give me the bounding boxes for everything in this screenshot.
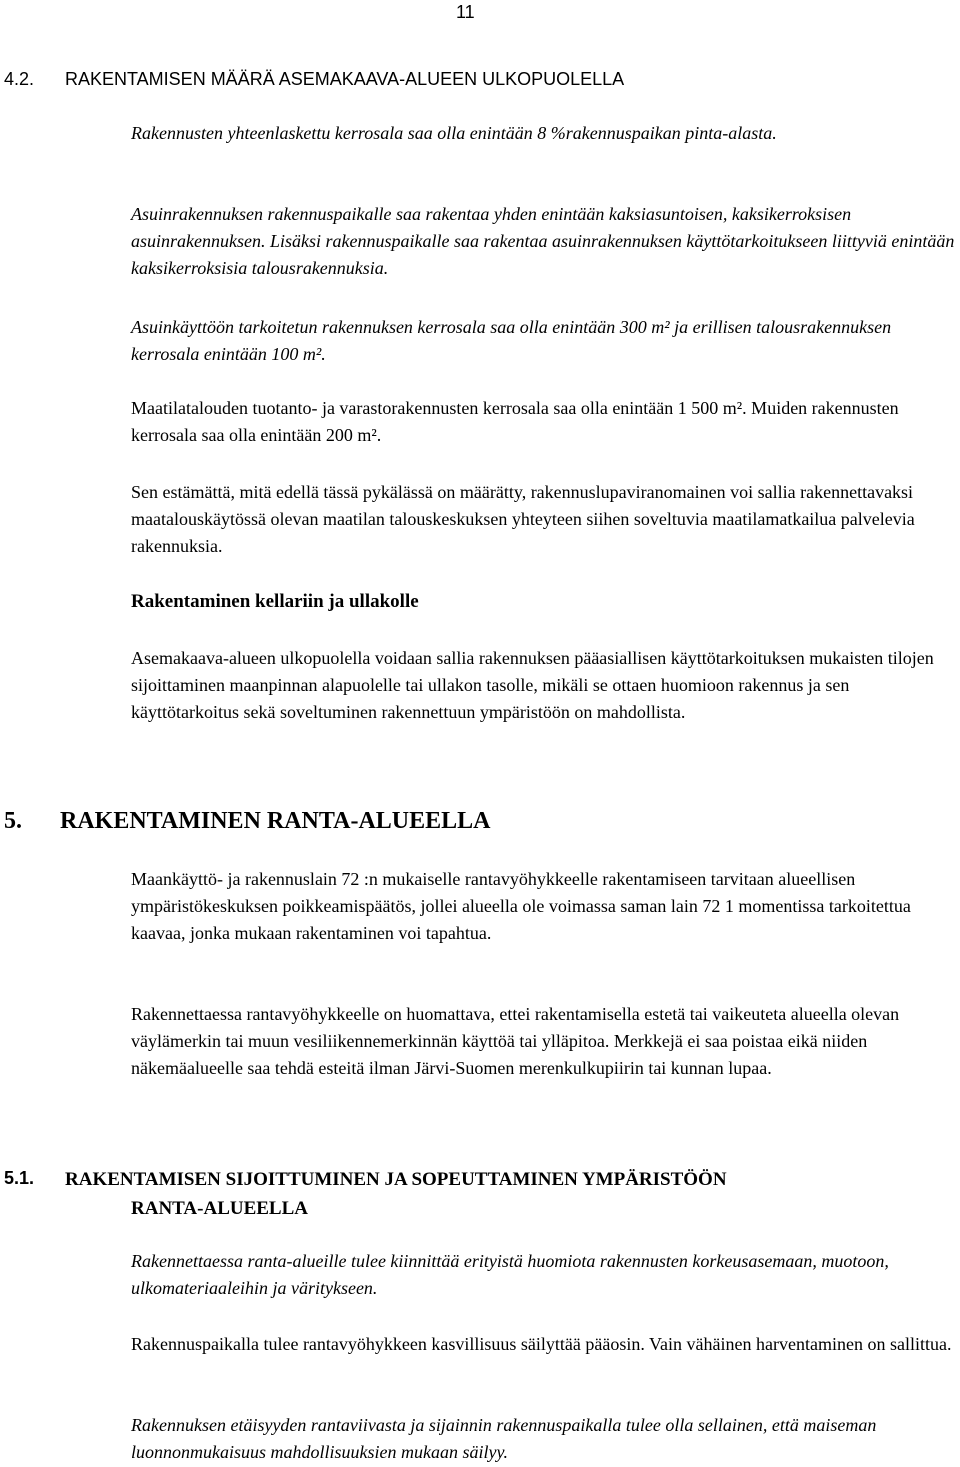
paragraph: Rakennettaessa rantavyöhykkeelle on huomattava, ettei rakentamisella estetä tai vaikeuteta alueella olevan väylämerkin tai muun vesiliikennemerkinnän käyttöä tai ylläpitoa. Merkkejä ei saa poistaa eikä niiden näkemäalueelle saa tehdä esteitä ilman Järvi-Suomen merenkulkupiirin tai kunnan lupaa. xyxy=(131,1004,900,1078)
section-51-title-line2: RANTA-ALUEELLA xyxy=(131,1198,309,1219)
paragraph: Sen estämättä, mitä edellä tässä pykälässä on määrätty, rakennuslupaviranomainen voi sallia rakennettavaksi maatalouskäytössä olevan maatilan talouskeskuksen yhteyteen siihen soveltuvia maatilamatkailua palvelevia rakennuksia. xyxy=(131,482,915,556)
page-number: 11 xyxy=(456,2,475,22)
paragraph: Rakennuksen etäisyyden rantaviivasta ja sijainnin rakennuspaikalla tulee olla sellainen, että maiseman luonnonmukaisuus mahdollisuuksien mukaan säilyy. xyxy=(131,1415,877,1462)
paragraph: Rakennusten yhteenlaskettu kerrosala saa olla enintään 8 %rakennuspaikan pinta-alasta. xyxy=(131,123,777,143)
paragraph: Maatilatalouden tuotanto- ja varastorakennusten kerrosala saa olla enintään 1 500 m². Muiden rakennusten kerrosala saa olla enintään 200 m². xyxy=(131,398,899,445)
section-51-title-line1: RAKENTAMISEN SIJOITTUMINEN JA SOPEUTTAMINEN YMPÄRISTÖÖN xyxy=(65,1169,727,1190)
paragraph: Maankäyttö- ja rakennuslain 72 :n mukaiselle rantavyöhykkeelle rakentamiseen tarvitaan alueellisen ympäristökeskuksen poikkeamispäätös, jollei alueella ole voimassa saman lain 72 1 momentissa tarkoitettua kaavaa, jonka mukaan rakentaminen voi tapahtua. xyxy=(131,869,911,943)
section-42-number: 4.2. xyxy=(4,69,35,89)
section-5-number: 5. xyxy=(4,808,22,834)
subheading: Rakentaminen kellariin ja ullakolle xyxy=(131,591,419,612)
paragraph: Asuinrakennuksen rakennuspaikalle saa rakentaa yhden enintään kaksiasuntoisen, kaksikerroksisen asuinrakennuksen. Lisäksi rakennuspaikalle saa rakentaa asuinrakennuksen käyttötarkoitukseen liittyviä enintään kaksikerroksisia talousrakennuksia. xyxy=(131,204,955,278)
paragraph: Rakennuspaikalla tulee rantavyöhykkeen kasvillisuus säilyttää pääosin. Vain vähäinen harventaminen on sallittua. xyxy=(131,1334,952,1354)
paragraph: Asuinkäyttöön tarkoitetun rakennuksen kerrosala saa olla enintään 300 m² ja erillisen talousrakennuksen kerrosala enintään 100 m². xyxy=(131,317,892,364)
section-42-title: RAKENTAMISEN MÄÄRÄ ASEMAKAAVA-ALUEEN ULKOPUOLELLA xyxy=(65,69,625,89)
section-51-title xyxy=(65,1165,945,1223)
paragraph: Asemakaava-alueen ulkopuolella voidaan sallia rakennuksen pääasiallisen käyttötarkoituksen mukaisten tilojen sijoittaminen maanpinnan alapuolelle tai ullakon tasolle, mikäli se ottaen huomioon rakennus ja sen käyttötarkoitus sekä soveltuminen rakennettuun ympäristöön on mahdollista. xyxy=(131,648,934,722)
section-5-title: RAKENTAMINEN RANTA-ALUEELLA xyxy=(60,808,491,834)
paragraph: Rakennettaessa ranta-alueille tulee kiinnittää erityistä huomiota rakennusten korkeusasemaan, muotoon, ulkomateriaaleihin ja väritykseen. xyxy=(131,1251,889,1298)
section-51-number: 5.1. xyxy=(4,1168,35,1188)
